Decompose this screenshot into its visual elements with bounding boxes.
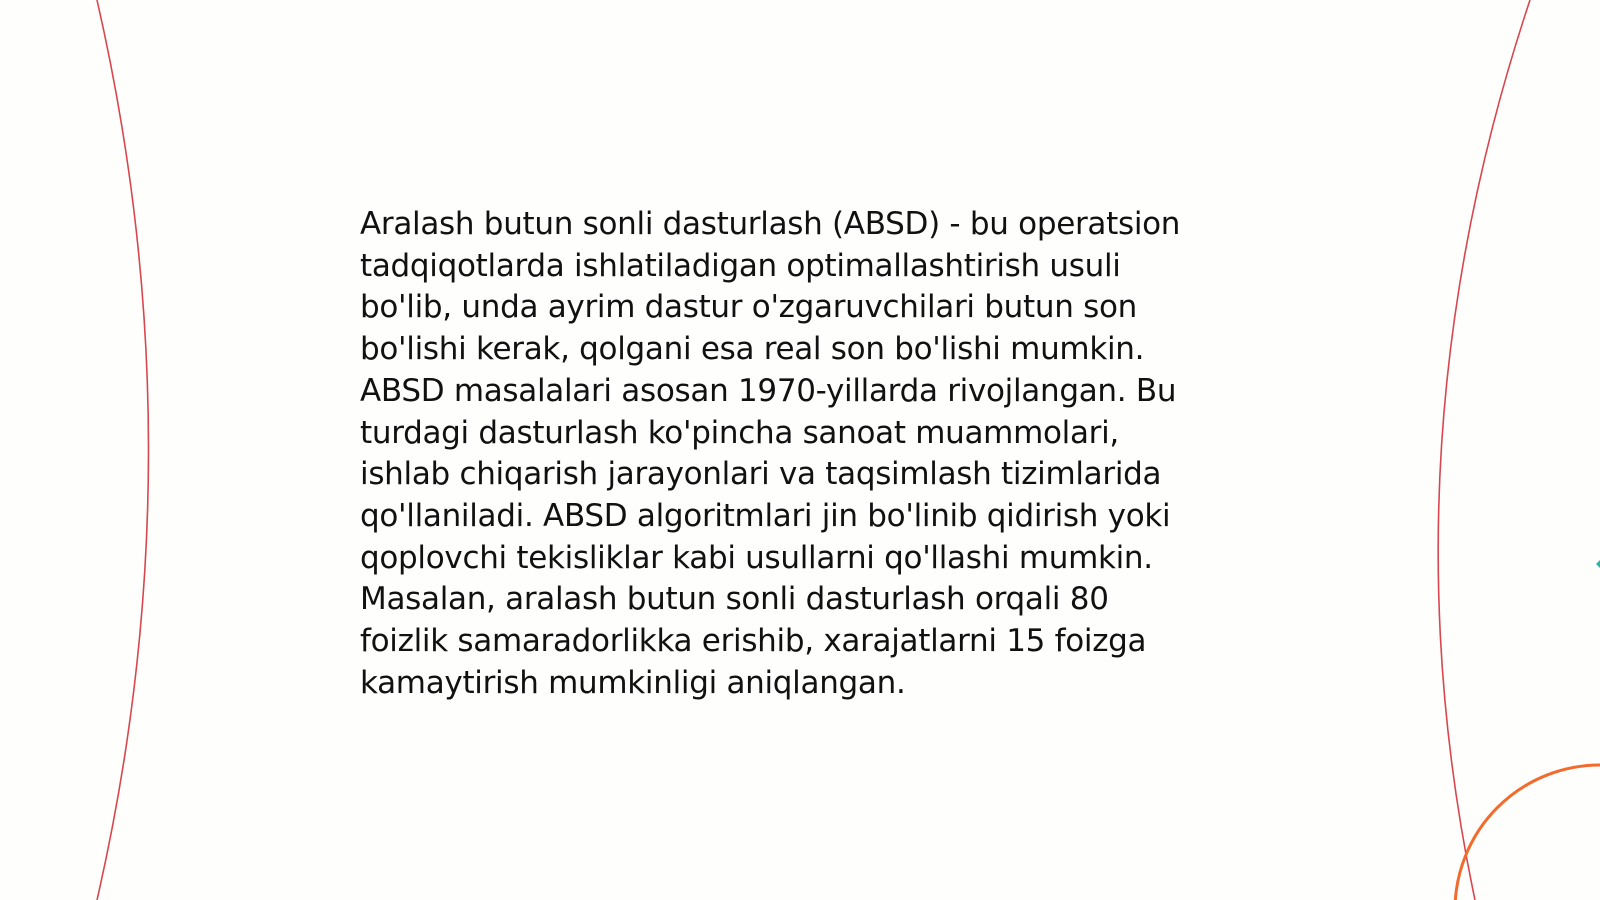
text-line: ABSD masalalari asosan 1970-yillarda rivojlangan. Bu <box>360 372 1177 409</box>
text-line: ishlab chiqarish jarayonlari va taqsimlash tizimlarida <box>360 456 1162 493</box>
text-line: turdagi dasturlash ko'pincha sanoat muammolari, <box>360 414 1119 451</box>
text-line: Aralash butun sonli dasturlash (ABSD) - bu operatsion <box>360 206 1181 242</box>
text-line: tadqiqotlarda ishlatiladigan optimallashtirish usuli <box>360 247 1121 284</box>
text-line: bo'lib, unda ayrim dastur o'zgaruvchilari butun son <box>360 289 1137 326</box>
right-arc <box>1438 0 1530 900</box>
text-line: bo'lishi kerak, qolgani esa real son bo'lishi mumkin. <box>360 331 1145 368</box>
text-line: qoplovchi tekisliklar kabi usullarni qo'llashi mumkin. <box>360 539 1153 576</box>
slide-body-text <box>360 204 1260 704</box>
text-line: kamaytirish mumkinligi aniqlangan. <box>360 664 906 701</box>
text-line: qo'llaniladi. ABSD algoritmlari jin bo'linib qidirish yoki <box>360 497 1171 534</box>
corner-arc <box>1455 765 1600 900</box>
text-line: Masalan, aralash butun sonli dasturlash orqali 80 <box>360 581 1109 618</box>
edge-accent <box>1596 560 1600 568</box>
text-line: foizlik samaradorlikka erishib, xarajatlarni 15 foizga <box>360 623 1147 660</box>
left-arc <box>97 0 149 900</box>
